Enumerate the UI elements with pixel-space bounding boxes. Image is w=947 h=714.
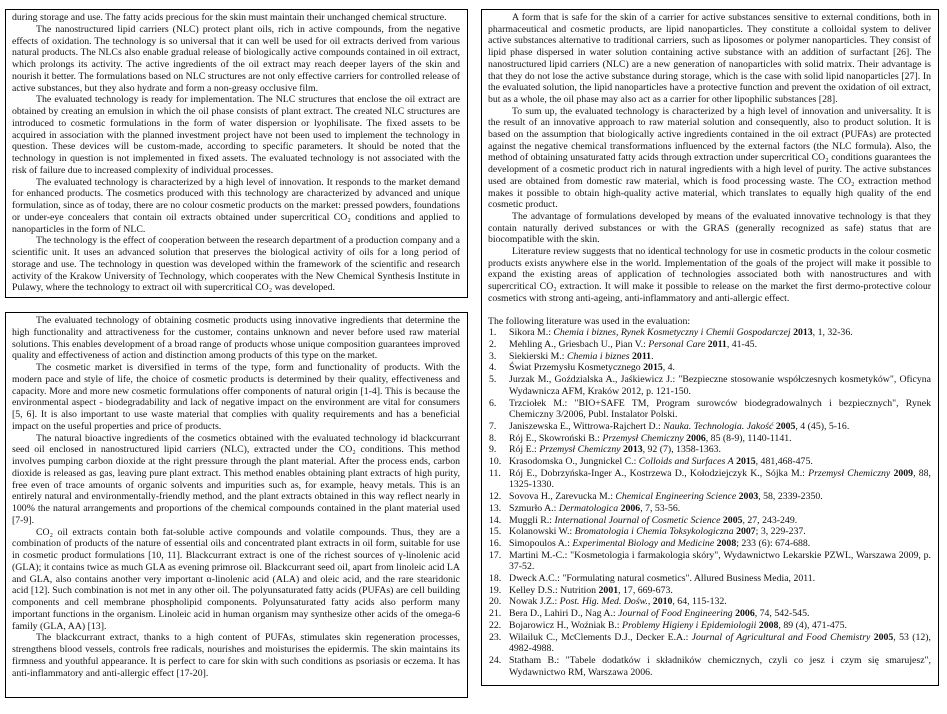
paragraph: The evaluated technology is characterized by a high level of innovation. It responds to the market demand for enhanced products. The cosmetics produced with this technology are characterized by advanced and unique formulation, since as of today, there are no colour cosmetic products on the market: pressed powders, foundations or under-eye concealers that contain oil extracts obtained under supercritical CO₂ conditions and applied to nanoparticles in the form of NLC. xyxy=(12,176,460,235)
left-text-box-2 xyxy=(5,312,468,698)
reference-item: 22. Bojarowicz H., Woźniak B.: Problemy Higieny i Epidemiologii 2008, 89 (4), 471-475. xyxy=(489,619,847,631)
reference-number: 12. xyxy=(489,491,502,503)
paragraph: The blackcurrant extract, thanks to a high content of PUFAs, stimulates skin regeneration processes, strengthens blood vessels, controls free radicals, nourishes and moisturises the epidermis. The skin maintains its firmness and youthful appearance. It is perfect to care for skin with such conditions as psoriasis or eczema. It has anti-inflammatory and anti-allergic effect [17-20]. xyxy=(12,632,460,679)
left-text-box-1 xyxy=(5,9,468,298)
reference-item: 14. Muggli R.: International Journal of Cosmetic Science 2005, 27, 243-249. xyxy=(489,514,798,526)
reference-number: 15. xyxy=(489,526,502,538)
reference-item: 10. Krasodomska O., Jungnickel C.: Colloids and Surfaces A 2015, 481,468-475. xyxy=(489,456,813,468)
reference-number: 22. xyxy=(489,619,502,631)
reference-item: 6. Trzciołek M.: "BIO+SAFE TM, Program surowców biodegradowalnych i bezpiecznych", Rynek Chemiczny 3/2006, Publ. Instalator Polski. xyxy=(489,397,931,421)
reference-number: 8. xyxy=(489,432,497,444)
right-text-box xyxy=(481,9,939,686)
reference-item: 2. Mehling A., Griesbach U., Pian V.: Personal Care 2011, 41-45. xyxy=(489,338,758,350)
reference-number: 21. xyxy=(489,608,502,620)
reference-number: 9. xyxy=(489,444,497,456)
reference-item: 8. Rój E., Skowroński B.: Przemysł Chemiczny 2006, 85 (8-9), 1140-1141. xyxy=(489,432,792,444)
reference-item: 21. Bera D., Lahiri D., Nag A.: Journal of Food Engineering 2006, 74, 542-545. xyxy=(489,608,810,620)
reference-item: 19. Kelley D.S.: Nutrition 2001, 17, 669-673. xyxy=(489,584,673,596)
references-list xyxy=(488,327,931,678)
reference-item: 5. Jurzak M., Goździalska A., Jaśkiewicz J.: "Bezpieczne stosowanie współczesnych kosmetyków", Oficyna Wydawnicza AFM, Kraków 2012, p. 121-150. xyxy=(489,374,931,397)
reference-number: 20. xyxy=(489,596,502,608)
reference-number: 3. xyxy=(489,350,497,362)
paragraph: The advantage of formulations developed by means of the evaluated innovative technology is that they contain naturally derived substances or with the GRAS (generally recognized as safe) status that are biocompatible with the skin. xyxy=(488,210,931,246)
reference-item: 15. Kolanowski W.: Bromatologia i Chemia Toksykologiczna 2007; 3, 229-237. xyxy=(489,526,806,538)
paragraph: CO₂ oil extracts contain both fat-soluble active compounds and volatile compounds. Thus, they are a combination of products of the nature of essential oils and concentrated plant extracts in oil form, suitable for use in cosmetic product formulations [10, 11]. Blackcurrant extract is one of the richest sources of γ-linolenic acid (GLA); it contains twice as much GLA as evening primrose oil. Blackcurrant seed oil, apart from linoleic acid LA and GLA, also contains another very important α-linolenic acid (ALA) and oleic acid, and the rare stearidonic acid [12]. Such combination is not met in any other oil. The polyunsaturated fatty acids (PUFAs) are cell building components and cell membrane phospholipid components. Polyunsaturated fatty acids also perform many important functions in the organism. Linoleic acid in human organism may synthesize other acids of the omega-6 family (GLA, AA) [13]. xyxy=(12,526,460,632)
paragraph: during storage and use. The fatty acids precious for the skin must maintain their unchanged chemical structure. xyxy=(12,12,447,23)
reference-number: 14. xyxy=(489,514,502,526)
reference-item: 3. Siekierski M.: Chemia i biznes 2011. xyxy=(489,350,654,362)
reference-number: 18. xyxy=(489,573,502,585)
paragraph: To sum up, the evaluated technology is characterized by a high level of innovation and universality. It is the result of an innovative approach to raw material solution and consequently, also to product solution. It is based on the assumption that biologically active ingredients contained in the oil extract (PUFAs) are protected against the negative chemical transformations influenced by the external factors (the NLC formula). Also, the method of obtaining unsaturated fatty acids through extraction under supercritical CO₂ conditions guarantees the development of a cosmetic product rich in natural ingredients with a high level of purity. The active substances used are obtained from domestic raw material, which is food processing waste. The CO₂ extraction method makes it possible to obtain high-quality active material, which translates to equally high quality of the end cosmetic product. xyxy=(488,105,931,211)
reference-number: 19. xyxy=(489,584,502,596)
reference-item: 4. Świat Przemysłu Kosmetycznego 2015, 4. xyxy=(489,362,675,374)
reference-number: 13. xyxy=(489,502,502,514)
paragraph: Literature review suggests that no identical technology for use in cosmetic products in the colour cosmetic products exists anywhere else in the world. Implementation of the goals of the project will make it possible to expand the existing areas of application of technologies associated both with nanostructures and with supercritical CO₂ extraction. It will make it possible to release on the market the first dermo-protective colour cosmetics with strong anti-ageing, anti-inflammatory and anti-allergic effect. xyxy=(488,246,931,304)
reference-item: 9. Rój E.: Przemysł Chemiczny 2013, 92 (7), 1358-1363. xyxy=(489,444,721,456)
paragraph: The nanostructured lipid carriers (NLC) protect plant oils, rich in active compounds, from the negative effects of oxidation. The technology is so universal that it can well be used for oil extracts derived from various natural products. The NLCs also enable gradual release of biologically active compounds contained in oil extract, which prolongs its activity. The active ingredients of the oil extract may reach deeper layers of the skin and nourish it better. The formulations based on NLC structures are not only effective carriers for controlled release of active substances, but they also hydrate and form a non-greasy occlusive film. xyxy=(12,23,460,94)
reference-number: 1. xyxy=(489,327,497,339)
reference-item: 12. Sovova H., Zarevucka M.: Chemical Engineering Science 2003, 58, 2339-2350. xyxy=(489,491,823,503)
reference-number: 4. xyxy=(489,362,497,374)
reference-item: 16. Simopoulos A.: Experimental Biology and Medicine 2008; 233 (6): 674-688. xyxy=(489,537,811,549)
reference-number: 5. xyxy=(489,374,497,386)
reference-item: 17. Martini M.-C.: "Kosmetologia i farmakologia skóry", Wydawnictwo Lekarskie PZWL, Warszawa 2009, p. 37-52. xyxy=(489,549,931,573)
reference-number: 6. xyxy=(489,397,497,409)
reference-item: 23. Wilailuk C., McClements D.J., Decker E.A.: Journal of Agricultural and Food Chemistry 2005, 53 (12), 4982-4988. xyxy=(489,631,931,655)
reference-number: 2. xyxy=(489,338,497,350)
paragraph: The cosmetic market is diversified in terms of the type, form and functionality of products. With the modern pace and style of life, the choice of cosmetic products is determined by their quality, effectiveness and capacity. More and more new cosmetic formulations offer components of natural origin [1-4]. This is because the environmental aspect - biodegradability and lack of negative impact on the environment are vital for consumers [5, 6]. It is also important to use waste material that complies with quality requirements and has a beneficial impact on the useful properties and price of products. xyxy=(12,362,460,432)
reference-number: 11. xyxy=(489,467,501,479)
right-box-paragraphs xyxy=(488,12,931,305)
paragraph: A form that is safe for the skin of a carrier for active substances sensitive to external conditions, both in pharmaceutical and cosmetic products, are lipid nanoparticles. They constitute a colloidal system to deliver active substances alternative to traditional carriers, such as liposomes or polymer nanoparticles. They consist of lipid phase dispersed in water solution containing active substance with an addition of surfactant [26]. The nanostructured lipid carriers (NLC) are a new generation of nanoparticles with solid matrix. Their advantage is that they do not lose the active substance during storage, which is the case with solid lipid nanoparticles [27]. In the evaluated solution, the lipid nanoparticles have a protective function and prevent the oxidation of oil extract, but as a whole, the oil phase may also act as a carrier for other lipophilic substances [28]. xyxy=(488,12,931,105)
paragraph: The evaluated technology of obtaining cosmetic products using innovative ingredients that determine the high functionality and attractiveness for the customer, contains unknown and never before used raw material solutions. This enables development of a broad range of products whose unique composition guarantees improved quality and effectiveness of action and distinction among products of this type on the market. xyxy=(12,315,460,362)
reference-number: 10. xyxy=(489,456,502,468)
reference-item: 1. Sikora M.: Chemia i biznes, Rynek Kosmetyczny i Chemii Gospodarczej 2013, 1, 32-36. xyxy=(489,327,853,339)
paragraph: The technology is the effect of cooperation between the research department of a production company and a scientific unit. It uses an advanced solution that preserves the biological activity of oils for a long period of storage and use. The technology in question was developed within the framework of the scientific and research activity of the Krakow University of Technology, which cooperates with the New Chemical Synthesis Institute in Pulawy, where the technology to extract oil with supercritical CO₂ was developed. xyxy=(12,235,460,294)
reference-item: 11. Rój E., Dobrzyńska-Inger A., Kostrzewa D., Kołodziejczyk K., Sójka M.: Przemysł Chemiczny 2009, 88, 1325-1330. xyxy=(489,467,931,491)
reference-item: 20. Nowak J.Z.: Post. Hig. Med. Dośw., 2010, 64, 115-132. xyxy=(489,596,727,608)
reference-number: 23. xyxy=(489,631,502,643)
reference-item: 18. Dweck A.C.: "Formulating natural cosmetics". Allured Business Media, 2011. xyxy=(489,573,816,585)
literature-intro: The following literature was used in the evaluation: xyxy=(488,315,691,327)
reference-number: 16. xyxy=(489,537,502,549)
reference-number: 17. xyxy=(489,549,502,561)
reference-item: 13. Szmurło A.: Dermatologica 2006, 7, 53-56. xyxy=(489,502,681,514)
paragraph: The evaluated technology is ready for implementation. The NLC structures that enclose the oil extract are obtained by creating an emulsion in which the oil phase consists of plant extract. The created NLC structures are introduced to cosmetic formulations in the form of water dispersion or lyophilisate. The fixed assets to be acquired in association with the planned investment project have not been used to implement the technology in question. These devices will be custom-made, according to specific parameters. It should be noted that the technology in question is not implemented in fixed assets. The evaluated technology is not associated with the risk of failure due to increased complexity of individual processes. xyxy=(12,94,460,176)
paragraph: The natural bioactive ingredients of the cosmetics obtained with the evaluated technology id blackcurrant seed oil enclosed in nanostructured lipid carriers (NLC), extracted under the CO₂ conditions. This method involves pumping carbon dioxide at the right pressure through the plant material. After the process ends, carbon dioxide is released as gas, leaving pure plant extract. This method enables obtaining plant extracts of high purity, free even of trace amounts of organic solvents and impurities such as, for example, heavy metals. This is an entirely natural and environmentally-friendly method, and the plant extracts obtained in this way reflect nearly in 100% the natural arrangements and proportions of the chemical compounds contained in the plant material used [7-9]. xyxy=(12,432,460,526)
reference-number: 7. xyxy=(489,420,497,432)
reference-item: 7. Janiszewska E., Wittrowa-Rajchert D.: Nauka. Technologia. Jakość 2005, 4 (45), 5-16. xyxy=(489,420,850,432)
reference-item: 24. Statham B.: "Tabele dodatków i składników chemicznych, czyli co jesz i czym się smarujesz", Wydawnictwo RM, Warszawa 2006. xyxy=(489,654,931,678)
reference-number: 24. xyxy=(489,654,502,666)
